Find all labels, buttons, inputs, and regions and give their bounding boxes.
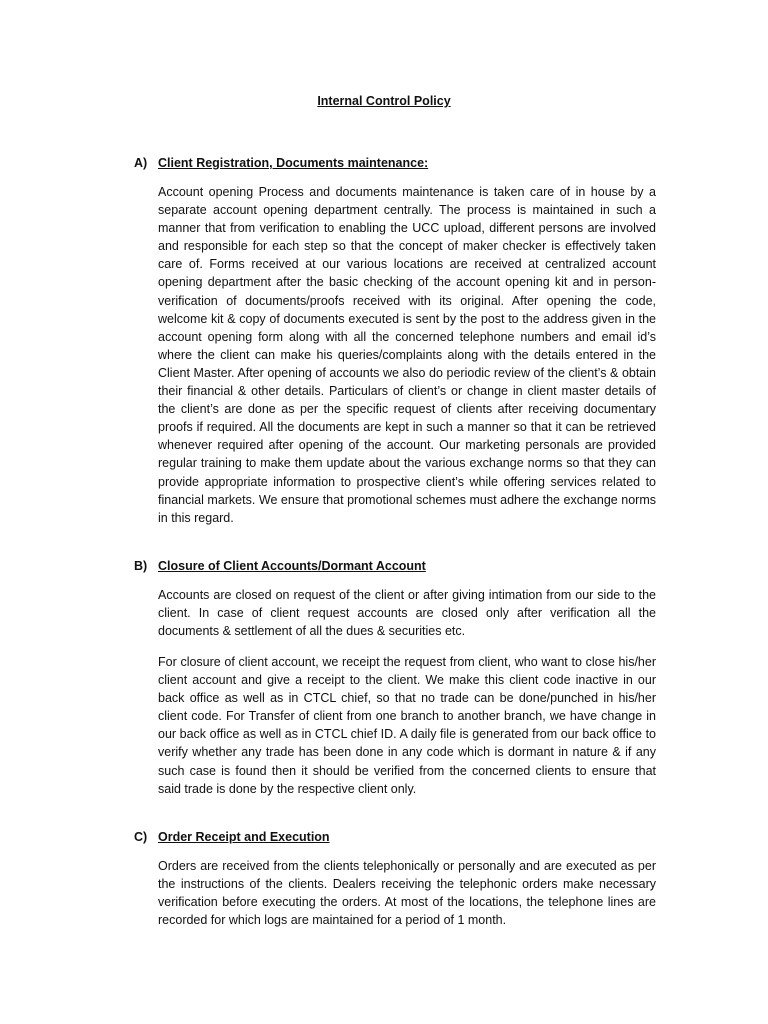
section-a-letter: A) [134, 156, 148, 170]
section-b-paragraph-1: Accounts are closed on request of the client or after giving intimation from our side to the client. In case of client request accounts are closed only after verification all the documents & settlement of all the dues & securities etc. [158, 588, 656, 639]
section-a-paragraph-1: Account opening Process and documents maintenance is taken care of in house by a separate account opening department centrally. The process is maintained in such a manner that from verification to enabling the UCC upload, different persons are involved and responsible for each step so that the concept of maker checker is effectively taken care of. Forms received at our various locations are received at centralized account opening department after the basic checking of the account opening kit and in person-verification of documents/proofs received with its original. After opening the code, welcome kit & copy of documents executed is sent by the post to the address given in the account opening form along with all the concerned telephone numbers and email id’s where the client can make his queries/complaints along with the details entered in the Client Master. After opening of accounts we also do periodic review of the client’s & obtain their financial & other details. Particulars of client’s or change in client master details of the client’s are done as per the specific request of clients after receiving documentary proofs if required. All the documents are kept in such a manner so that it can be retrieved whenever required after opening of the account. Our marketing personals are provided regular training to make them update about the various exchange norms so that they can provide appropriate information to prospective client’s while offering services related to financial markets. We ensure that promotional schemes must adhere the exchange norms in this regard. [158, 185, 656, 525]
section-c-title: Order Receipt and Execution [158, 830, 330, 844]
section-b-letter: B) [134, 559, 148, 573]
section-b-title: Closure of Client Accounts/Dormant Account [158, 559, 426, 573]
section-a-title: Client Registration, Documents maintenance: [158, 156, 429, 170]
document-title: Internal Control Policy [317, 94, 451, 108]
section-a-heading [134, 155, 428, 171]
section-c-paragraph-1: Orders are received from the clients telephonically or personally and are executed as per the instructions of the clients. Dealers receiving the telephonic orders make necessary verification before executing the orders. At most of the locations, the telephone lines are recorded for which logs are maintained for a period of 1 month. [158, 859, 656, 928]
section-c-letter: C) [134, 830, 148, 844]
section-b-paragraph-2: For closure of client account, we receipt the request from client, who want to close his/her client account and give a receipt to the client. We make this client code inactive in our back office as well as in CTCL chief, so that no trade can be done/punched in his/her client code. For Transfer of client from one branch to another branch, we have change in our back office as well as in CTCL chief ID. A daily file is generated from our back office to verify whether any trade has been done in any code which is dormant in nature & if any such case is found then it should be verified from the concerned clients to ensure that said trade is done by the respective client only. [158, 655, 656, 796]
section-c-heading [134, 829, 330, 845]
section-b-heading [134, 558, 426, 574]
